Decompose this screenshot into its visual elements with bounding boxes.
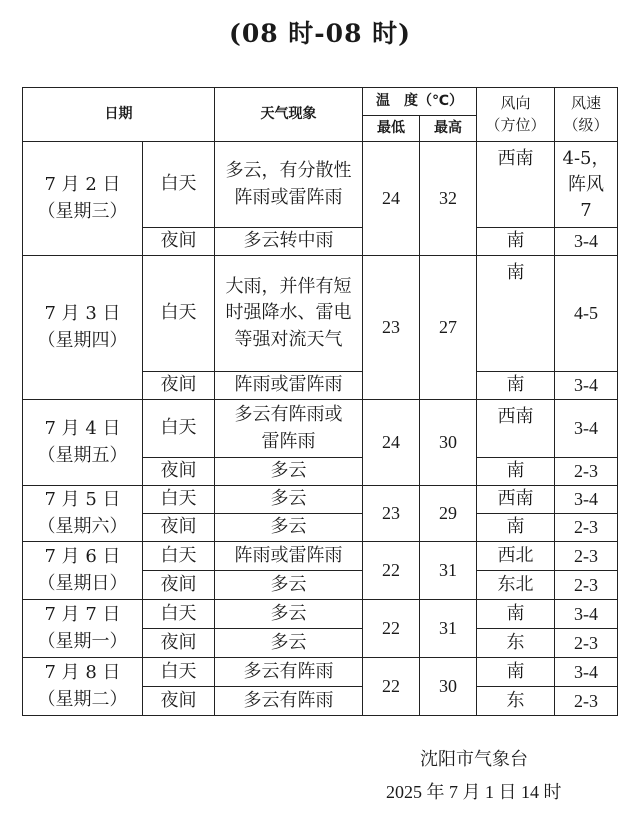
weekday-label: （星期三）	[37, 200, 128, 222]
temp-max: 29	[420, 486, 477, 542]
weather-cell: 多云有阵雨	[215, 687, 363, 716]
weather-cell: 大雨，并伴有短时强降水、雷电等强对流天气	[215, 256, 363, 372]
temp-min: 22	[363, 658, 420, 716]
weather-cell: 多云	[215, 571, 363, 600]
period-label: 夜间	[143, 514, 215, 542]
temp-min: 24	[363, 142, 420, 256]
date-cell	[23, 400, 143, 486]
temp-max: 27	[420, 256, 477, 400]
weekday-label: （星期五）	[37, 444, 128, 466]
period-label: 白天	[143, 142, 215, 228]
wind-speed: 3-4	[555, 658, 618, 687]
temp-max: 30	[420, 400, 477, 486]
period-label: 白天	[143, 256, 215, 372]
wind-speed: 3-4	[555, 486, 618, 514]
weather-cell: 阵雨或雷阵雨	[215, 542, 363, 571]
temp-max: 30	[420, 658, 477, 716]
weather-cell: 多云	[215, 629, 363, 658]
weather-cell: 多云，有分散性阵雨或雷阵雨	[215, 142, 363, 228]
temp-max: 31	[420, 542, 477, 600]
period-label: 白天	[143, 600, 215, 629]
header-wind-direction	[477, 88, 555, 142]
header-wind-speed	[555, 88, 618, 142]
header-temp-max: 最高	[420, 116, 477, 142]
period-label: 白天	[143, 400, 215, 458]
date-label: 7 月 8 日	[44, 662, 121, 684]
period-label: 夜间	[143, 228, 215, 256]
date-label: 7 月 7 日	[44, 604, 121, 626]
weather-cell: 多云转中雨	[215, 228, 363, 256]
weekday-label: （星期六）	[37, 515, 128, 537]
temp-max: 32	[420, 142, 477, 256]
weekday-label: （星期日）	[37, 572, 128, 594]
wind-direction: 西北	[477, 542, 555, 571]
wind-speed: 2-3	[555, 542, 618, 571]
period-label: 白天	[143, 658, 215, 687]
header-date: 日期	[23, 88, 215, 142]
period-label: 夜间	[143, 687, 215, 716]
issue-date: 2025 年 7 月 1 日 14 时	[386, 782, 562, 802]
weather-cell: 多云	[215, 458, 363, 486]
wind-direction: 南	[477, 256, 555, 372]
wind-direction: 东	[477, 687, 555, 716]
wind-direction: 南	[477, 658, 555, 687]
wind-speed: 3-4	[555, 400, 618, 458]
wind-direction: 南	[477, 600, 555, 629]
wind-speed: 4-5，阵风 7	[555, 142, 618, 228]
weekday-label: （星期四）	[37, 329, 128, 351]
temp-min: 23	[363, 256, 420, 400]
wind-direction: 东北	[477, 571, 555, 600]
forecast-table	[22, 87, 618, 716]
wind-direction: 西南	[477, 142, 555, 228]
header-wind-direction-unit: （方位）	[485, 115, 546, 134]
wind-speed: 2-3	[555, 514, 618, 542]
temp-min: 22	[363, 542, 420, 600]
wind-speed: 3-4	[555, 372, 618, 400]
header-wind-speed-label: 风速	[571, 93, 602, 112]
date-cell	[23, 600, 143, 658]
weather-cell: 多云有阵雨	[215, 658, 363, 687]
period-label: 夜间	[143, 372, 215, 400]
date-label: 7 月 2 日	[44, 174, 121, 196]
weekday-label: （星期二）	[37, 688, 128, 710]
date-label: 7 月 3 日	[44, 303, 121, 325]
wind-direction: 南	[477, 372, 555, 400]
date-cell	[23, 542, 143, 600]
period-label: 白天	[143, 486, 215, 514]
wind-speed: 4-5	[555, 256, 618, 372]
weather-cell: 多云	[215, 486, 363, 514]
header-wind-speed-unit: （级）	[563, 115, 609, 134]
wind-direction: 东	[477, 629, 555, 658]
header-temp-min: 最低	[363, 116, 420, 142]
wind-direction: 西南	[477, 400, 555, 458]
weather-cell: 多云有阵雨或雷阵雨	[215, 400, 363, 458]
period-label: 夜间	[143, 571, 215, 600]
period-label: 白天	[143, 542, 215, 571]
date-cell	[23, 658, 143, 716]
date-label: 7 月 5 日	[44, 489, 121, 511]
date-label: 7 月 4 日	[44, 418, 121, 440]
wind-speed: 3-4	[555, 600, 618, 629]
header-phenomenon: 天气现象	[215, 88, 363, 142]
wind-speed: 3-4	[555, 228, 618, 256]
wind-direction: 南	[477, 514, 555, 542]
date-label: 7 月 6 日	[44, 546, 121, 568]
wind-direction: 南	[477, 458, 555, 486]
weather-cell: 多云	[215, 600, 363, 629]
temp-min: 23	[363, 486, 420, 542]
temp-max: 31	[420, 600, 477, 658]
date-cell	[23, 142, 143, 256]
period-label: 夜间	[143, 629, 215, 658]
date-cell	[23, 486, 143, 542]
temp-min: 24	[363, 400, 420, 486]
period-label: 夜间	[143, 458, 215, 486]
weather-cell: 多云	[215, 514, 363, 542]
header-wind-direction-label: 风向	[500, 93, 531, 112]
date-cell	[23, 256, 143, 400]
wind-speed: 2-3	[555, 629, 618, 658]
wind-direction: 南	[477, 228, 555, 256]
weather-cell: 阵雨或雷阵雨	[215, 372, 363, 400]
wind-speed: 2-3	[555, 458, 618, 486]
weekday-label: （星期一）	[37, 630, 128, 652]
wind-speed: 2-3	[555, 571, 618, 600]
wind-speed: 2-3	[555, 687, 618, 716]
temp-min: 22	[363, 600, 420, 658]
header-temperature: 温 度（℃）	[363, 88, 477, 116]
issuer-name: 沈阳市气象台	[420, 749, 528, 770]
page-title: (08 时-08 时)	[228, 19, 412, 48]
wind-direction: 西南	[477, 486, 555, 514]
